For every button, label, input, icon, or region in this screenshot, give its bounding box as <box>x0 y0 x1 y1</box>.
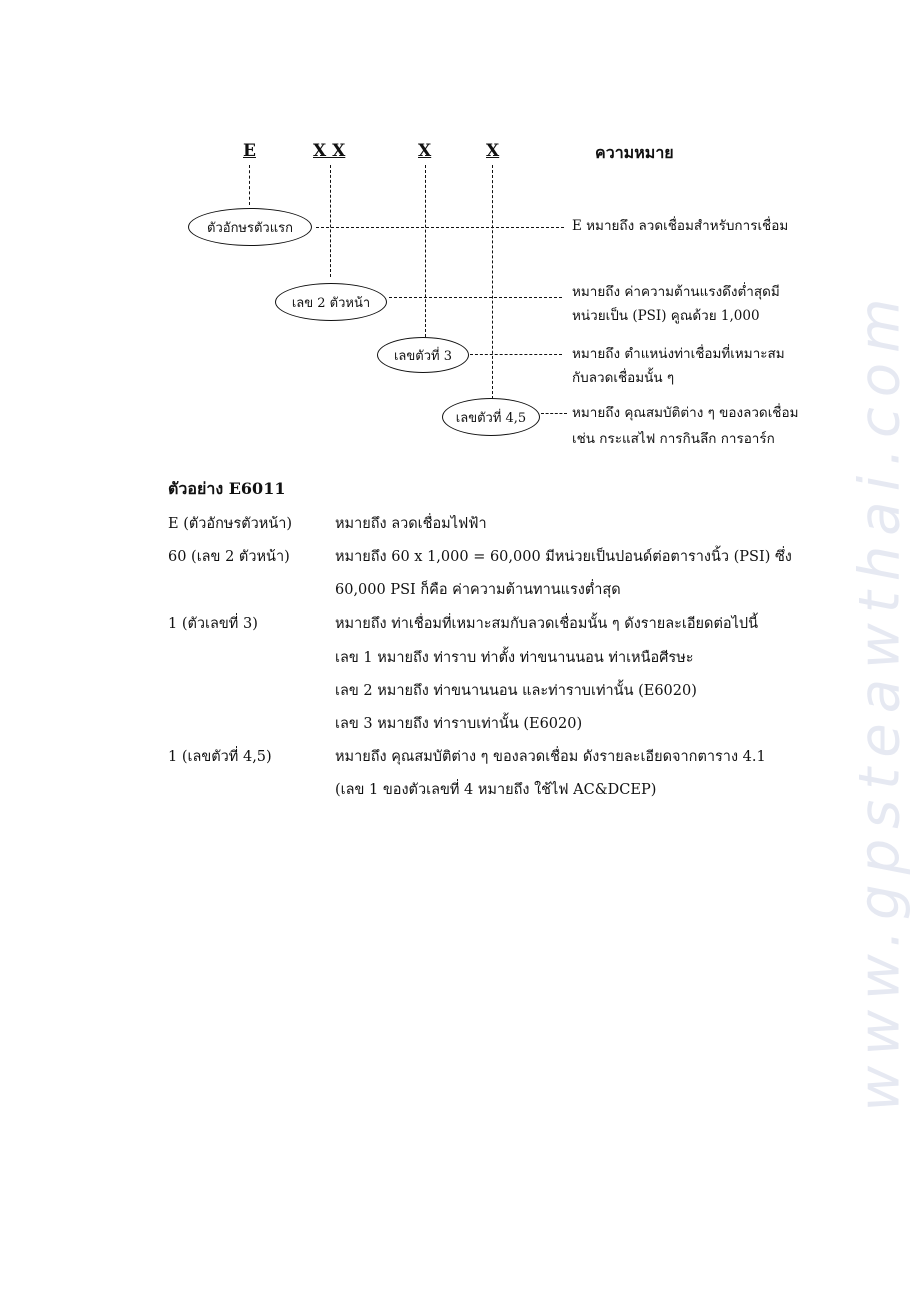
hconnector-1 <box>316 227 564 228</box>
example-row-2-text: หมายถึง 60 x 1,000 = 60,000 มีหน่วยเป็นปอนด์ต่อตารางนิ้ว (PSI) ซึ่ง <box>335 549 792 565</box>
example-row-8-text: หมายถึง คุณสมบัติต่าง ๆ ของลวดเชื่อม ดังรายละเอียดจากตาราง 4.1 <box>335 749 766 765</box>
code-digits-xx: X X <box>313 141 346 161</box>
meaning-2-line-1: หมายถึง ค่าความต้านแรงดึงต่ำสุดมี <box>572 284 780 300</box>
code-letter-e: E <box>243 141 256 161</box>
meaning-3-line-1: หมายถึง ตำแหน่งท่าเชื่อมที่เหมาะสม <box>572 346 785 362</box>
hconnector-4 <box>541 413 567 414</box>
oval-third-digit-label: เลขตัวที่ 3 <box>393 348 452 364</box>
example-row-8-label: 1 (เลขตัวที่ 4,5) <box>168 749 272 765</box>
connector-xx <box>330 165 331 277</box>
oval-fourth-fifth-digit <box>442 398 540 436</box>
connector-e <box>249 165 250 205</box>
meaning-3 <box>572 344 785 388</box>
example-row-9-text: (เลข 1 ของตัวเลขที่ 4 หมายถึง ใช้ไฟ AC&DCEP) <box>335 782 657 798</box>
watermark-text: www.gpsteawthai.com <box>847 288 913 1112</box>
oval-first-letter-label: ตัวอักษรตัวแรก <box>207 220 293 236</box>
hconnector-2 <box>389 297 562 298</box>
meaning-2 <box>572 282 780 326</box>
connector-x3 <box>425 165 426 337</box>
oval-first-two-digits <box>275 283 387 321</box>
oval-first-two-digits-label: เลข 2 ตัวหน้า <box>291 295 371 311</box>
example-title: ตัวอย่าง E6011 <box>168 479 286 498</box>
example-row-4-text: หมายถึง ท่าเชื่อมที่เหมาะสมกับลวดเชื่อมนั้น ๆ ดังรายละเอียดต่อไปนี้ <box>335 616 758 632</box>
meaning-1-line-1: E หมายถึง ลวดเชื่อมสำหรับการเชื่อม <box>572 218 789 234</box>
meaning-4-line-1: หมายถึง คุณสมบัติต่าง ๆ ของลวดเชื่อม <box>572 405 799 421</box>
example-row-4-label: 1 (ตัวเลขที่ 3) <box>168 616 258 632</box>
oval-first-letter <box>188 208 312 246</box>
meaning-4-line-2: เช่น กระแสไฟ การกินลึก การอาร์ก <box>572 431 775 447</box>
meaning-3-line-2: กับลวดเชื่อมนั้น ๆ <box>572 370 675 386</box>
example-row-1-label: E (ตัวอักษรตัวหน้า) <box>168 516 293 532</box>
example-row-6-text: เลข 2 หมายถึง ท่าขนานนอน และท่าราบเท่านั้น (E6020) <box>335 683 697 699</box>
example-row-1-text: หมายถึง ลวดเชื่อมไฟฟ้า <box>335 516 487 532</box>
example-row-5-text: เลข 1 หมายถึง ท่าราบ ท่าตั้ง ท่าขนานนอน ท่าเหนือศีรษะ <box>335 650 694 666</box>
code-digit-3: X <box>418 141 432 161</box>
oval-fourth-fifth-digit-label: เลขตัวที่ 4,5 <box>455 410 527 426</box>
oval-third-digit <box>377 337 469 373</box>
hconnector-3 <box>470 354 562 355</box>
example-row-3-text: 60,000 PSI ก็คือ ค่าความต้านทานแรงต่ำสุด <box>335 582 621 598</box>
meaning-header: ความหมาย <box>595 143 674 162</box>
meaning-2-line-2: หน่วยเป็น (PSI) คูณด้วย 1,000 <box>572 308 760 324</box>
code-digit-45: X <box>486 141 500 161</box>
meaning-4 <box>572 403 798 449</box>
connector-x45 <box>492 165 493 399</box>
example-row-2-label: 60 (เลข 2 ตัวหน้า) <box>168 549 290 565</box>
meaning-1 <box>572 216 788 236</box>
example-row-7-text: เลข 3 หมายถึง ท่าราบเท่านั้น (E6020) <box>335 716 583 732</box>
